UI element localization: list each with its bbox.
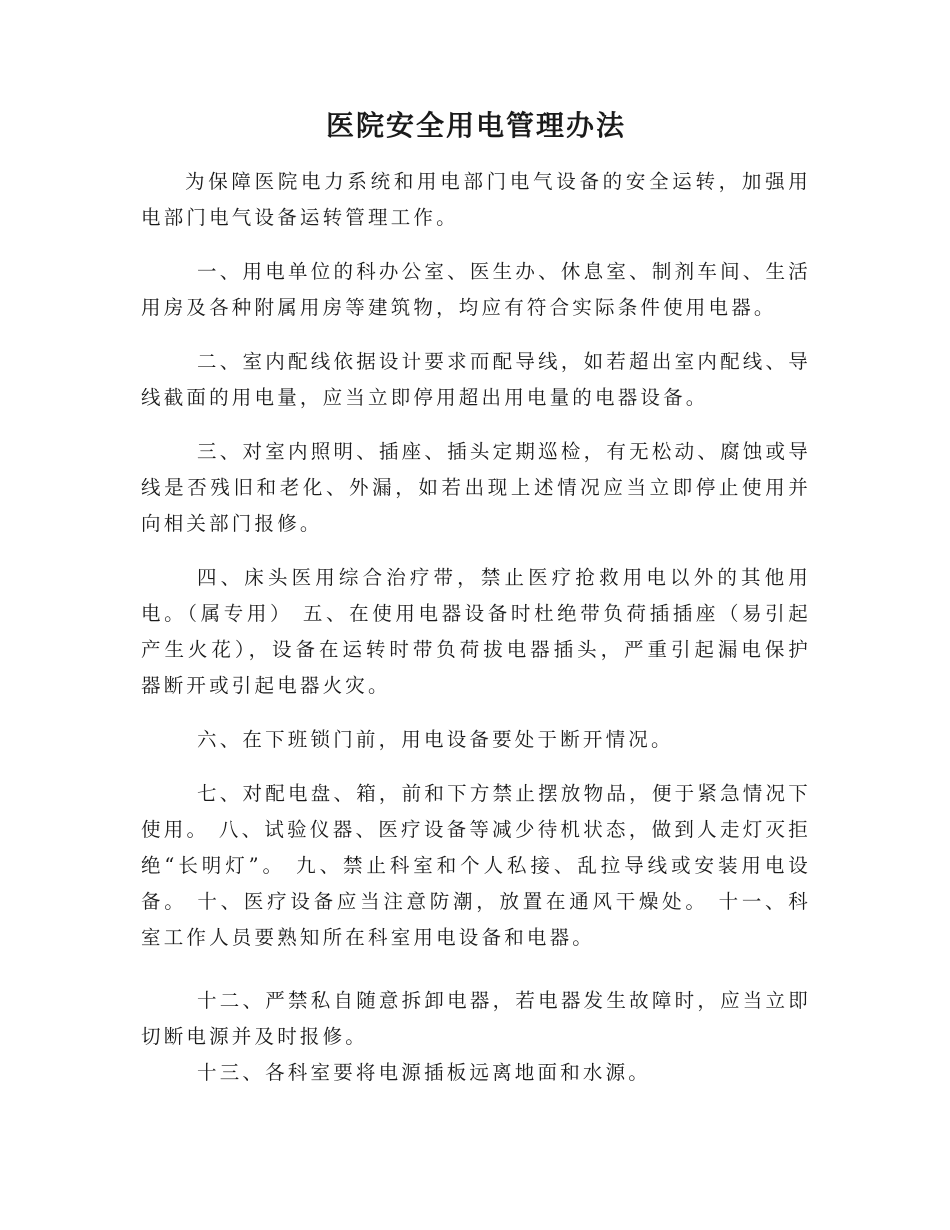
clause-3-paragraph: 三、对室内照明、插座、插头定期巡检，有无松动、腐蚀或导线是否残旧和老化、外漏，如若出现上述情况应当立即停止使用并向相关部门报修。: [141, 440, 811, 535]
clause-2-paragraph: 二、室内配线依据设计要求而配导线，如若超出室内配线、导线截面的用电量，应当立即停用超出用电量的电器设备。: [141, 350, 811, 409]
clause-1-paragraph: 一、用电单位的科办公室、医生办、休息室、制剂车间、生活用房及各种附属用房等建筑物，均应有符合实际条件使用电器。: [141, 260, 811, 319]
intro-paragraph: 为保障医院电力系统和用电部门电气设备的安全运转，加强用电部门电气设备运转管理工作。: [141, 170, 811, 229]
clause-4-5-paragraph: 四、床头医用综合治疗带，禁止医疗抢救用电以外的其他用电。（属专用） 五、在使用电器设备时杜绝带负荷插插座（易引起产生火花），设备在运转时带负荷拔电器插头，严重引起漏电保护器断开或引起电器火灾。: [141, 566, 811, 697]
clause-7-11-paragraph: 七、对配电盘、箱，前和下方禁止摆放物品，便于紧急情况下使用。 八、试验仪器、医疗设备等减少待机状态，做到人走灯灭拒绝“长明灯”。 九、禁止科室和个人私接、乱拉导线或安装用电设备。 十、医疗设备应当注意防潮，放置在通风干燥处。 十一、科室工作人员要熟知所在科室用电设备和电器。: [141, 782, 811, 949]
document-title: 医院安全用电管理办法: [325, 109, 626, 142]
clause-12-paragraph: 十二、严禁私自随意拆卸电器，若电器发生故障时，应当立即切断电源并及时报修。: [141, 989, 811, 1048]
clause-13-paragraph: 十三、各科室要将电源插板远离地面和水源。: [197, 1061, 652, 1084]
clause-6-paragraph: 六、在下班锁门前，用电设备要处于断开情况。: [197, 728, 674, 751]
